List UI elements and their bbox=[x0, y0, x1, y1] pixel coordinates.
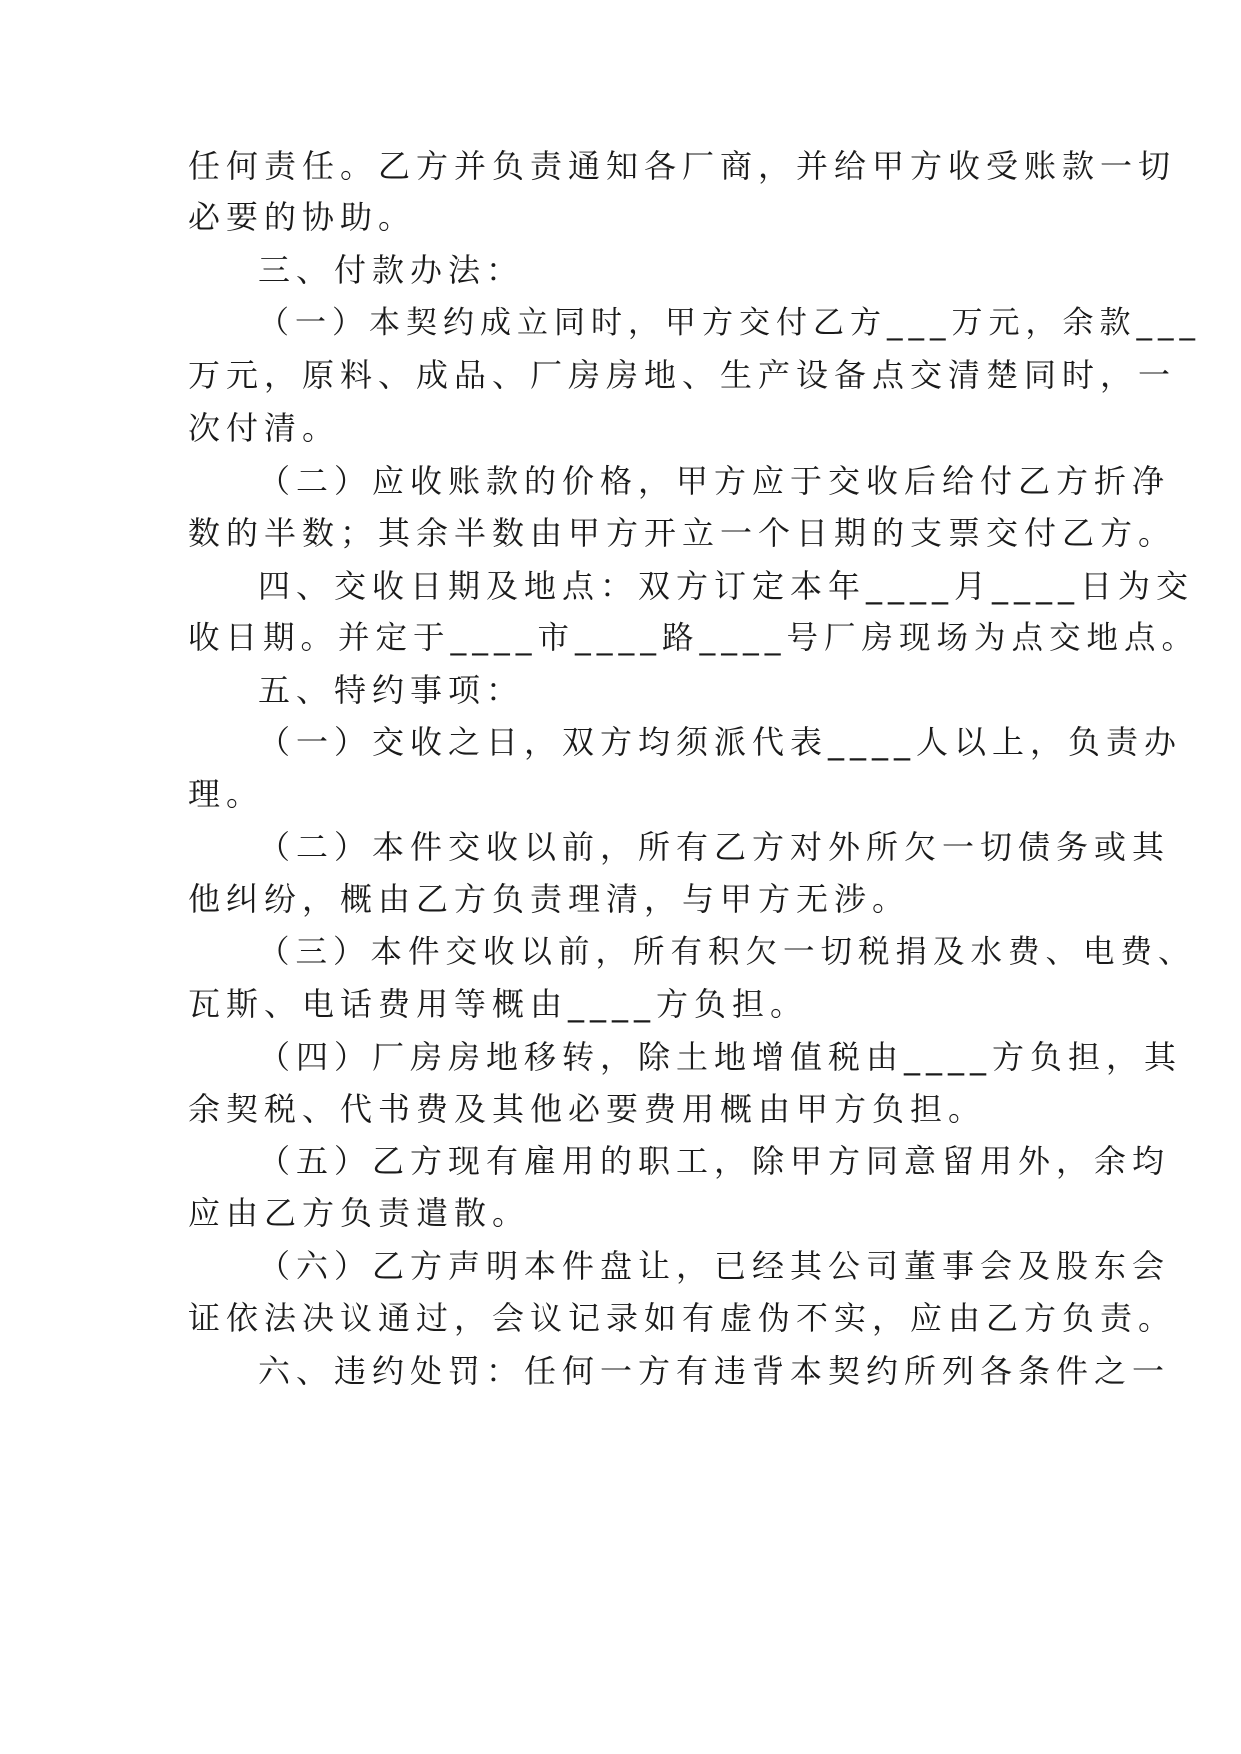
text-line: 万元，原料、成品、厂房房地、生产设备点交清楚同时，一 bbox=[188, 356, 1177, 394]
text-line: （一）交收之日，双方均须派代表____人以上，负责办 bbox=[258, 723, 1183, 761]
text-line: 收日期。并定于____市____路____号厂房现场为点交地点。 bbox=[188, 620, 1200, 656]
text-line: （六）乙方声明本件盘让，已经其公司董事会及股东会 bbox=[258, 1247, 1171, 1285]
text-line: （三）本件交收以前，所有积欠一切税捐及水费、电费、 bbox=[258, 934, 1196, 970]
text-line: （二）本件交收以前，所有乙方对外所欠一切债务或其 bbox=[258, 828, 1171, 866]
text-line: 证依法决议通过，会议记录如有虚伪不实，应由乙方负责。 bbox=[188, 1299, 1177, 1337]
text-line: 余契税、代书费及其他必要费用概由甲方负担。 bbox=[188, 1090, 987, 1128]
section-heading: 五、特约事项： bbox=[258, 671, 525, 709]
section-heading: 六、违约处罚：任何一方有违背本契约所列各条件之一 bbox=[258, 1352, 1171, 1390]
text-line: （一）本契约成立同时，甲方交付乙方___万元，余款___ bbox=[258, 305, 1201, 341]
text-line: 理。 bbox=[188, 775, 265, 813]
text-line: 瓦斯、电话费用等概由____方负担。 bbox=[188, 985, 809, 1023]
text-line: （五）乙方现有雇用的职工，除甲方同意留用外，余均 bbox=[258, 1142, 1171, 1180]
text-line: 应由乙方负责遣散。 bbox=[188, 1194, 531, 1232]
text-line: 次付清。 bbox=[188, 409, 341, 447]
text-line: （二）应收账款的价格，甲方应于交收后给付乙方折净 bbox=[258, 462, 1171, 500]
section-heading: 四、交收日期及地点：双方订定本年____月____日为交 bbox=[258, 567, 1195, 605]
text-line: （四）厂房房地移转，除土地增值税由____方负担，其 bbox=[258, 1038, 1183, 1076]
text-line: 必要的协助。 bbox=[188, 198, 417, 236]
text-line: 任何责任。乙方并负责通知各厂商，并给甲方收受账款一切 bbox=[188, 147, 1177, 185]
text-line: 他纠纷，概由乙方负责理清，与甲方无涉。 bbox=[188, 880, 911, 918]
section-heading: 三、付款办法： bbox=[258, 251, 525, 289]
text-line: 数的半数；其余半数由甲方开立一个日期的支票交付乙方。 bbox=[188, 514, 1177, 552]
